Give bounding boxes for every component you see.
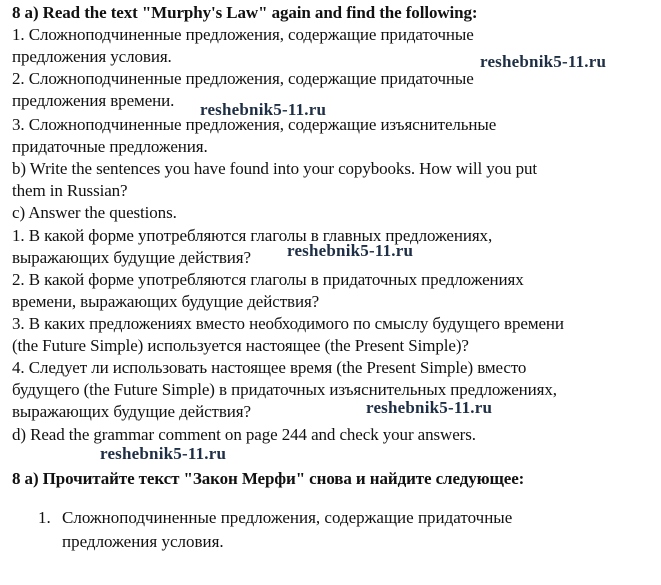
text-line: (the Future Simple) используется настоящее (the Present Simple)? [12, 336, 469, 355]
watermark: reshebnik5-11.ru [200, 100, 327, 119]
text-line: 3. В каких предложениях вместо необходимого по смыслу будущего времени [12, 314, 564, 333]
text-line: выражающих будущие действия? [12, 402, 251, 421]
watermark: reshebnik5-11.ru [100, 444, 227, 463]
text-line: 1. В какой форме употребляются глаголы в главных предложениях, [12, 226, 493, 245]
text-line: c) Answer the questions. [12, 203, 177, 222]
text-line: 2. В какой форме употребляются глаголы в придаточных предложениях [12, 270, 524, 289]
text-line: 4. Следует ли использовать настоящее время (the Present Simple) вместо [12, 358, 527, 377]
watermark: reshebnik5-11.ru [366, 398, 493, 417]
text-line: будущего (the Future Simple) в придаточных изъяснительных предложениях, [12, 380, 557, 399]
watermark: reshebnik5-11.ru [480, 52, 607, 71]
text-line: d) Read the grammar comment on page 244 and check your answers. [12, 425, 476, 444]
text-line: времени, выражающих будущие действия? [12, 292, 320, 311]
list-item-line: Сложноподчиненные предложения, содержащие придаточные [62, 508, 513, 527]
heading-english: 8 a) Read the text "Murphy's Law" again and find the following: [12, 3, 478, 22]
text-line: предложения времени. [12, 91, 175, 110]
list-item [0, 506, 661, 556]
list-item-line: предложения условия. [62, 532, 224, 551]
list-item-number: 1. [38, 508, 51, 527]
text-line: 3. Сложноподчиненные предложения, содержащие изъяснительные [12, 115, 497, 134]
text-line: придаточные предложения. [12, 137, 208, 156]
text-line: them in Russian? [12, 181, 128, 200]
watermark: reshebnik5-11.ru [287, 241, 414, 260]
text-line: предложения условия. [12, 47, 172, 66]
text-line: выражающих будущие действия? [12, 248, 251, 267]
text-line: 2. Сложноподчиненные предложения, содержащие придаточные [12, 69, 474, 88]
heading-russian: 8 а) Прочитайте текст "Закон Мерфи" снова и найдите следующее: [12, 469, 525, 488]
text-line: b) Write the sentences you have found into your copybooks. How will you put [12, 159, 538, 178]
text-line: 1. Сложноподчиненные предложения, содержащие придаточные [12, 25, 474, 44]
